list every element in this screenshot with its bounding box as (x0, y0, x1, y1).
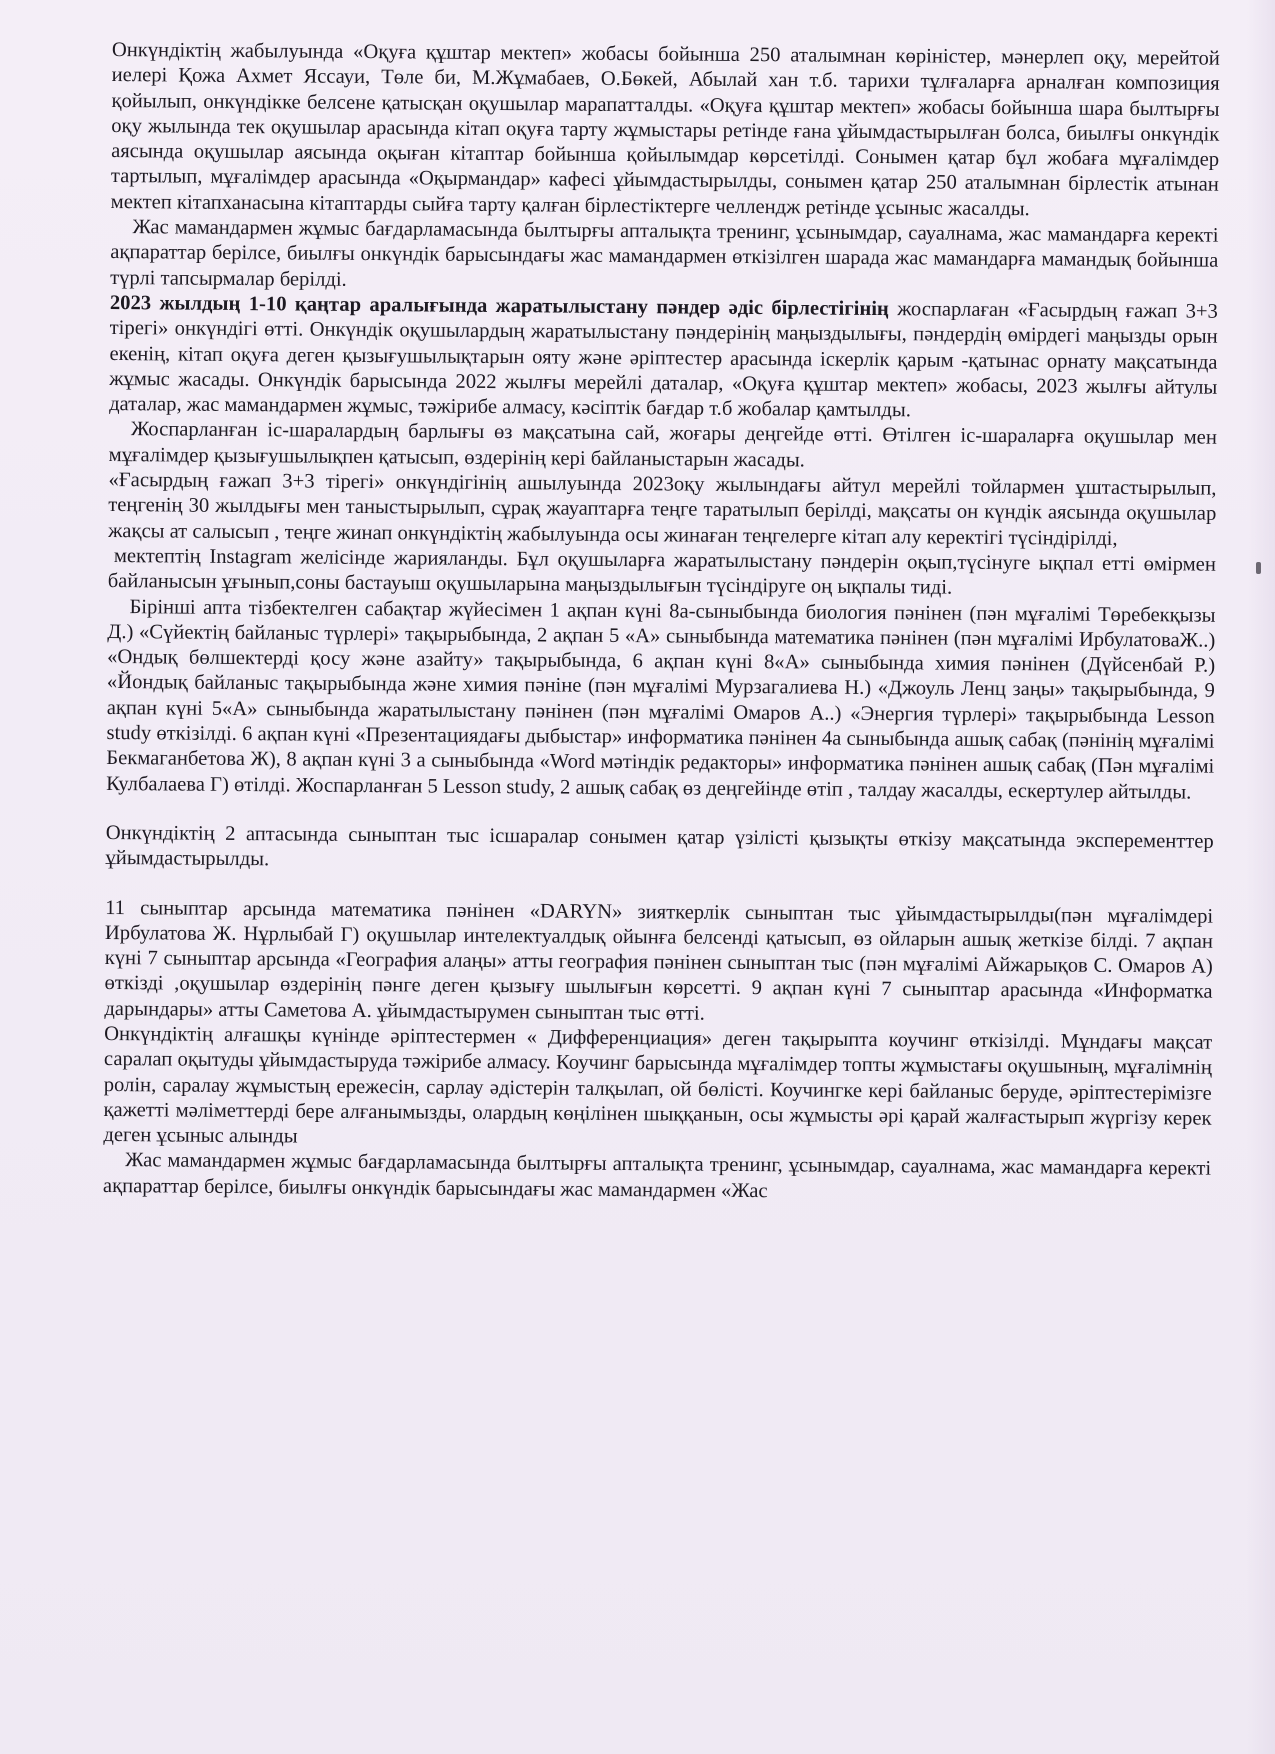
paragraph-opening: «Ғасырдың ғажап 3+3 тірегі» онкүндігінің ашылуында 2023оқу жылындағы айтул мерейлі тойлармен ұштастырылып, теңгенің 30 жылдығы мен таныстырылып, сұрақ жауаптарға теңге таратылып берілді, мақсаты он күндік аясында оқушылар жақсы ат салысып , теңге жинап онкүндіктің жабылуында осы жинаған теңгелерге кітап алу керектігі түсіндірілді, (108, 469, 1217, 550)
paragraph-young-specialists: Жас мамандармен жұмыс бағдарламасында былтырғы апталықта тренинг, ұсынымдар, сауалнама, жас мамандарға керекті ақпараттар берілсе, биылғы онкүндік барысындағы жас мамандармен өткізілген шарада жас мамандарға мамандық бойынша түрлі тапсырмалар берілді. (110, 216, 1219, 291)
paragraph-decade-text: жоспарлаған «Ғасырдың ғажап 3+3 тірегі» онкүндігі өтті. Онкүндік оқушылардың жаратылыстану пәндерінің маңыздылығы, пәндердің өмірдегі маңызды орын екенің, кітап оқуға деген қызығушылықтарын ояту және әріптестер арасында іскерлік қарым -қатынас орнату мақсатында жұмыс жасады. Онкүндік барысында 2022 жылғы мерейлі даталар, «Оқуға құштар мектеп» жобасы, 2023 жылғы айтулы даталар, жас мамандармен жұмыс, тәжірибе алмасу, кәсіптік бағдар т.б жобалар қамтылды. (109, 298, 1218, 422)
scan-mark (1256, 562, 1261, 574)
paragraph-lead-bold: 2023 жылдың 1-10 қаңтар аралығында жаратылыстану пәндер әдіс бірлестігінің (109, 291, 889, 321)
paragraph-second-week: Онкүндіктің 2 аптасында сыныптан тыс ісшаралар сонымен қатар үзілісті қызықты өткізу мақсатында эксперементтер ұйымдастырылды. (105, 821, 1214, 871)
paragraph-coaching: Онкүндіктің алғашқы күнінде әріптестермен « Дифференциация» деген тақырыпта коучинг өткізілді. Мұндағы мақсат саралап оқытуды ұйымдастыруда тәжірибе алмасу. Коучинг барысында мұғалімдер топты жұмыстағы оқушының, мұғалімнің ролін, саралау жұмыстың ережесін, сарлау әдістерін талқылап, ой бөлісті. Коучингке кері байланыс беруде, әріптестерімізге қажетті мәліметтерді бере алғанымызды, олардың көңілінен шыққанын, осы жұмысты әрі қарай жалғастырып жүргізу керек деген ұсыныс алынды (103, 1022, 1213, 1148)
paragraph-closing-ceremony: Онкүндіктің жабылуында «Оқуға құштар мектеп» жобасы бойынша 250 аталымнан көріністер, мәнерлеп оқу, мерейтой иелері Қожа Ахмет Яссауи, Төле би, М.Жұмабаев, О.Бөкей, Абылай хан т.б. тарихи тұлғаларға арналған композиция қойылып, онкүндікке белсене қатысқан оқушылар марапатталды. «Оқуға құштар мектеп» жобасы бойынша шара былтырғы оқу жылында тек оқушылар арасында кітап оқуға тарту жұмыстары ретінде ғана ұйымдастырылған болса, биылғы онкүндік аясында оқушылар аясында оқыған кітаптар бойынша қойылымдар көрсетілді. Сонымен қатар бұл жобаға мұғалімдер тартылып, мұғалімдер арасында «Оқырмандар» кафесі ұйымдастырылды, сонымен қатар 250 аталымнан бірлестік атынан мектеп кітапханасына кітаптарды сыйға тарту қалған бірлестіктерге челлендж ретінде ұсыныс жасалды. (110, 38, 1220, 220)
paragraph-first-week-lessons: Бірінші апта тізбектелген сабақтар жүйесімен 1 ақпан күні 8а-сыныбында биология пәнінен (пән мұғалімі Төребекқызы Д.) «Сүйектің байланыс түрлері» тақырыбында, 2 ақпан 5 «А» сыныбында математика пәнінен (пән мұғалімі ИрбулатоваЖ..) «Ондық бөлшектерді қосу және азайту» тақырыбында, 6 ақпан күні 8«А» сыныбында химия пәнінен (Дүйсенбай Р.) «Йондық байланыс тақырыбында және химия пәніне (пән мұғалімі Мурзагалиева Н.) «Джоуль Ленц заңы» тақырыбында, 9 ақпан күні 5«А» сыныбында жаратылыстану пәнінен (пән мұғалімі Омаров А..) «Энергия түрлері» тақырыбында Lesson study өткізілді. 6 ақпан күні «Презентациядағы дыбыстар» информатика пәнінен 4а сыныбында ашық сабақ (пәнінің мұғалімі Бекмаганбетова Ж), 8 ақпан күні 3 а сыныбында «Word мәтіндік редакторы» информатика пәнінен ашық сабақ (Пән мұғалімі Кулбалаева Г) өтілді. Жоспарланған 5 Lesson study, 2 ашық сабақ өз деңгейінде өтіп , талдау жасалды, ескертулер айтылды. (106, 595, 1216, 804)
paragraph-instagram: мектептің Instagram желісінде жарияланды. Бұл оқушыларға жаратылыстану пәндерін оқып,түсінуге ықпал етті өмірмен байланысын ұғынып,соны бастауыш оқушыларына маңыздылығын түсіндіруге оң ықпалы тиді. (107, 544, 1216, 599)
paragraph-young-specialists-repeat: Жас мамандармен жұмыс бағдарламасында былтырғы апталықта тренинг, ұсынымдар, сауалнама, жас мамандарға керекті ақпараттар берілсе, биылғы онкүндік барысындағы жас мамандармен «Жас (102, 1149, 1212, 1202)
paragraph-decade-overview (109, 291, 1218, 426)
paragraph-events-result: Жоспарланған іс-шаралардың барлығы өз мақсатына сай, жоғары деңгейде өтті. Өтілген іс-шараларға оқушылар мен мұғалімдер қызығушылықпен қатысып, өздерінің кері байланыстарын жасады. (108, 418, 1217, 472)
document-body (103, 38, 1220, 1208)
scan-edge-shadow (1247, 0, 1275, 1754)
paragraph-extracurricular: 11 сыныптар арсында математика пәнінен «DARYN» зияткерлік сыныптан тыс ұйымдастырылды(пән мұғалімдері Ирбулатова Ж. Нұрлыбай Г) оқушылар интелектуалдық ойынға белсенді қатысып, өз ойларын ашық жеткізе білді. 7 ақпан күні 7 сыныптар арсында «География алаңы» атты география пәнінен сыныптан тыс (пән мұғалімі Айжарықов С. Омаров А) өткізді ,оқушылар өздерінің пәнге деген қызығу шылығын көрсетті. 9 ақпан күні 7 сыныптар арасында «Информатка дарындары» атты Саметова А. ұйымдастырумен сыныптан тыс өтті. (104, 896, 1214, 1025)
